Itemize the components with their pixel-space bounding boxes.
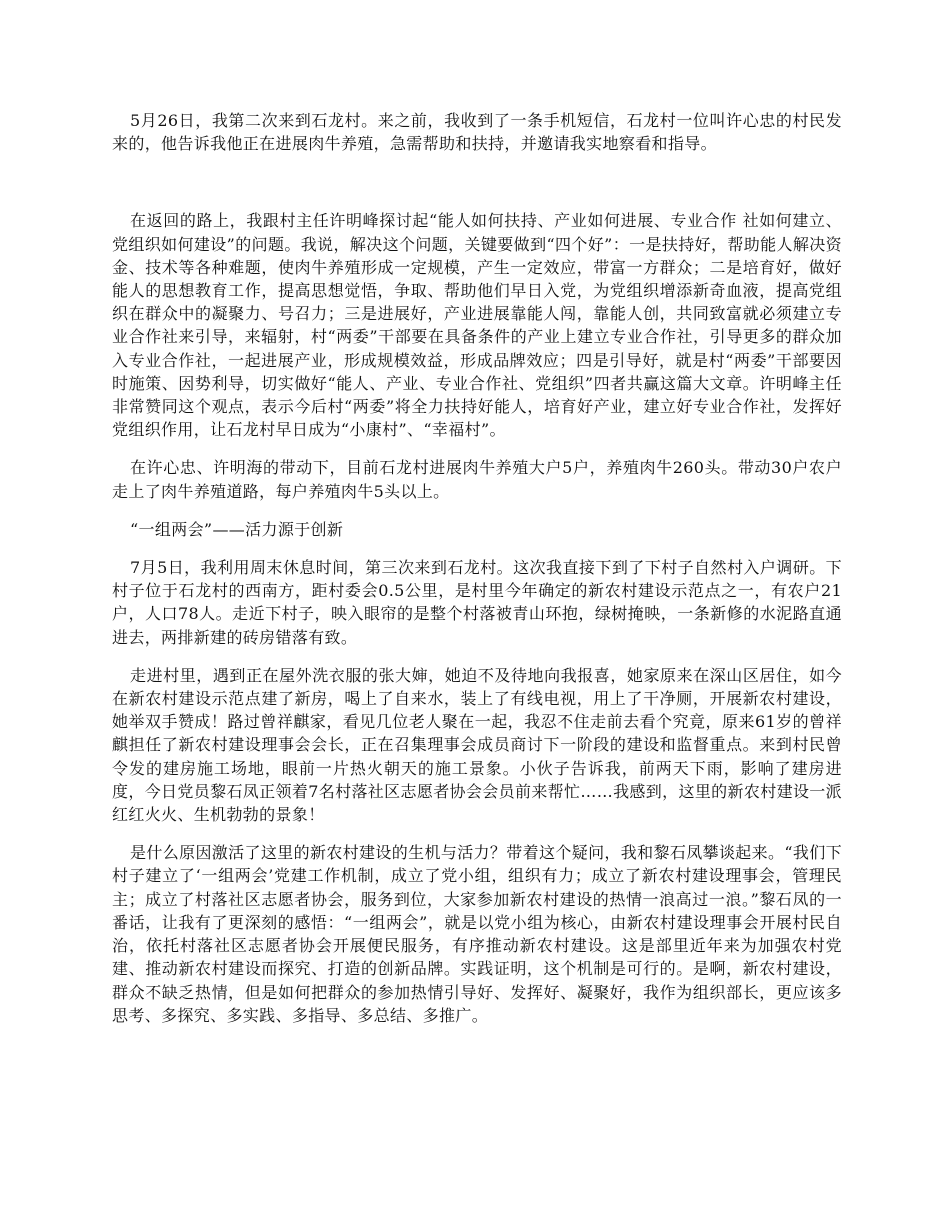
document-body	[112, 109, 842, 1027]
section-heading: “一组两会”——活力源于创新	[130, 519, 344, 539]
paragraph-cattle-stats: 在许心忠、许明海的带动下，目前石龙村进展肉牛养殖大户5户，养殖肉牛260头。带动30户农户走上了肉牛养殖道路，每户养殖肉牛5头以上。	[112, 458, 842, 501]
paragraph-gap	[112, 541, 842, 556]
paragraph-discussion: 在返回的路上，我跟村主任许明峰探讨起“能人如何扶持、产业如何进展、专业合作 社如何建立、党组织如何建设”的问题。我说，解决这个问题，关键要做到“四个好”：一是扶持好，帮助能人解决资金、技术等各种难题，使肉牛养殖形成一定规模，产生一定效应，带富一方群众；二是培育好，做好能人的思想教育工作，提高思想觉悟，争取、帮助他们早日入党，为党组织增添新奇血液，提高党组织在群众中的凝聚力、号召力；三是进展好，产业进展靠能人闯，靠能人创，共同致富就必须建立专业合作社来引导，来辐射，村“两委”干部要在具备条件的产业上建立专业合作社，引导更多的群众加入专业合作社，一起进展产业，形成规模效益，形成品牌效应；四是引导好，就是村“两委”干部要因时施策、因势利导，切实做好“能人、产业、专业合作社、党组织”四者共赢这篇大文章。许明峰主任非常赞同这个观点，表示今后村“两委”将全力扶持好能人，培育好产业，建立好专业合作社，发挥好党组织作用，让石龙村早日成为“小康村”、“幸福村”。	[112, 211, 842, 440]
paragraph-third-visit: 7月5日，我利用周末休息时间，第三次来到石龙村。这次我直接下到了下村子自然村入户调研。下村子位于石龙村的西南方，距村委会0.5公里，是村里今年确定的新农村建设示范点之一，有农户21户，人口78人。走近下村子，映入眼帘的是整个村落被青山环抱，绿树掩映，一条新修的水泥路直通进去，两排新建的砖房错落有致。	[112, 558, 842, 647]
paragraph-gap	[112, 441, 842, 456]
paragraph-gap	[112, 503, 842, 518]
paragraph-gap	[112, 826, 842, 841]
paragraph-gap	[112, 155, 842, 209]
paragraph-gap	[112, 649, 842, 664]
paragraph-village-scene: 走进村里，遇到正在屋外洗衣服的张大婶，她迫不及待地向我报喜，她家原来在深山区居住，如今在新农村建设示范点建了新房，喝上了自来水，装上了有线电视，用上了干净厕，开展新农村建设，她举双手赞成！路过曾祥麒家，看见几位老人聚在一起，我忍不住走前去看个究竟，原来61岁的曾祥麒担任了新农村建设理事会会长，正在召集理事会成员商讨下一阶段的建设和监督重点。来到村民曾令发的建房施工场地，眼前一片热火朝天的施工景象。小伙子告诉我，前两天下雨，影响了建房进度，今日党员黎石凤正领着7名村落社区志愿者协会会员前来帮忙……我感到，这里的新农村建设一派红红火火、生机勃勃的景象！	[112, 665, 842, 825]
paragraph-reflection: 是什么原因激活了这里的新农村建设的生机与活力？带着这个疑问，我和黎石凤攀谈起来。“我们下村子建立了‘一组两会’党建工作机制，成立了党小组，组织有力；成立了新农村建设理事会，管理民主；成立了村落社区志愿者协会，服务到位，大家参加新农村建设的热情一浪高过一浪。”黎石凤的一番话，让我有了更深刻的感悟：“一组两会”，就是以党小组为核心，由新农村建设理事会开展村民自治，依托村落社区志愿者协会开展便民服务，有序推动新农村建设。这是部里近年来为加强农村党建、推动新农村建设而探究、打造的创新品牌。实践证明，这个机制是可行的。是啊，新农村建设，群众不缺乏热情，但是如何把群众的参加热情引导好、发挥好、凝聚好，我作为组织部长，更应该多思考、多探究、多实践、多指导、多总结、多推广。	[112, 843, 842, 1025]
paragraph-intro: 5月26日，我第二次来到石龙村。来之前，我收到了一条手机短信，石龙村一位叫许心忠的村民发来的，他告诉我他正在进展肉牛养殖，急需帮助和扶持，并邀请我实地察看和指导。	[112, 111, 842, 154]
